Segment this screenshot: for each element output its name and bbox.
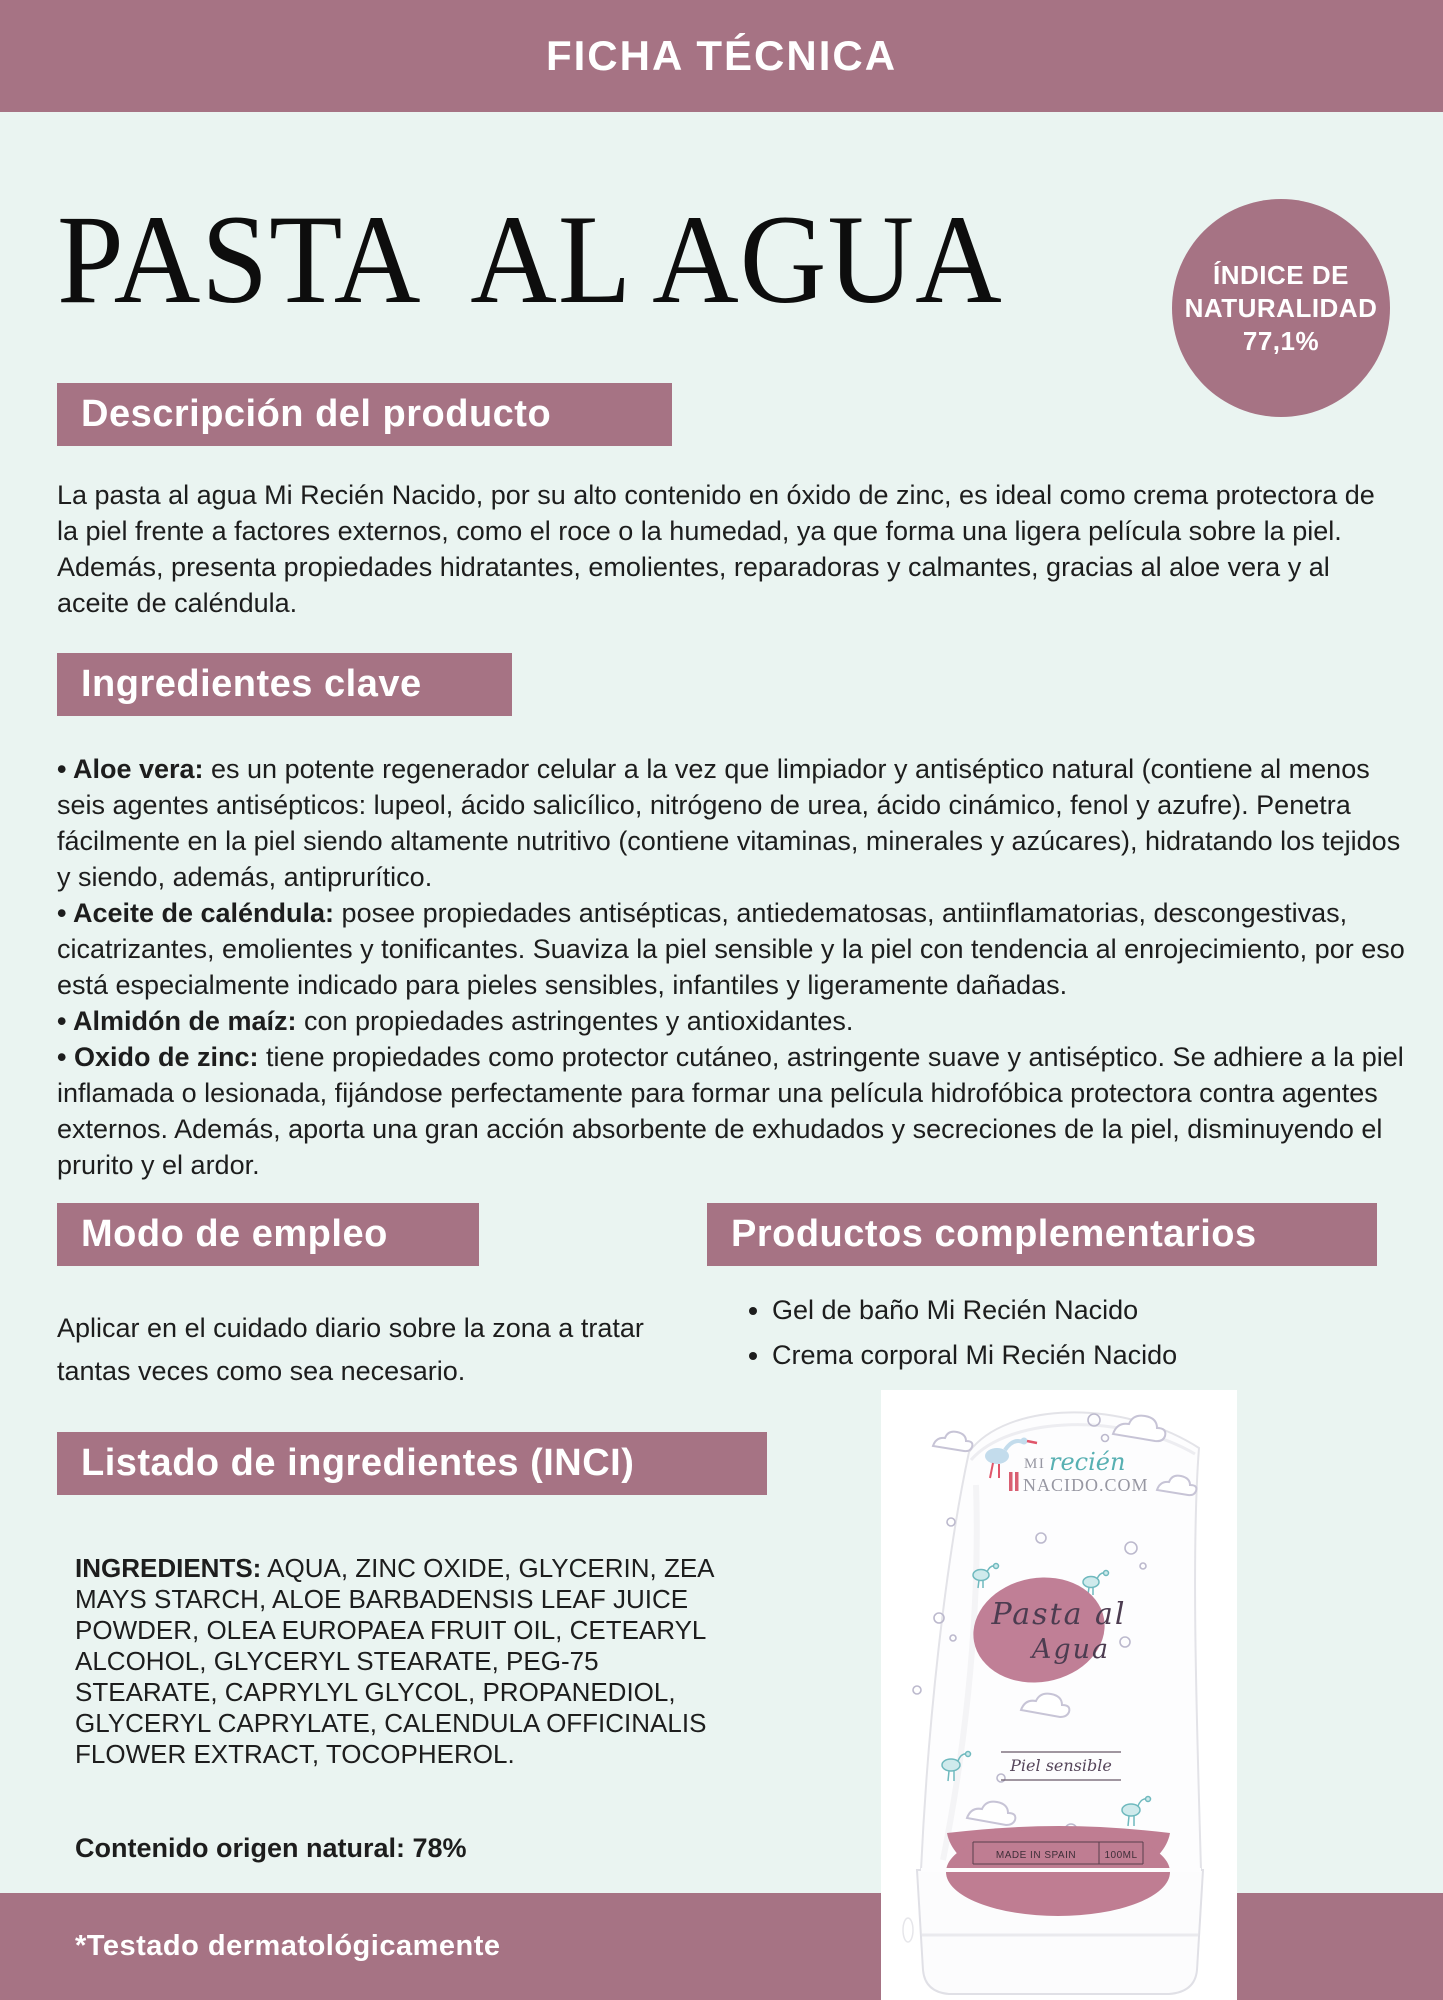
section-heading-inci: Listado de ingredientes (INCI) <box>57 1432 767 1495</box>
brand-recien-text: recién <box>1049 1448 1126 1476</box>
key-ingredient-text: con propiedades astringentes y antioxidantes. <box>296 1006 854 1036</box>
header-band <box>0 0 1443 112</box>
natural-content-line: Contenido origen natural: 78% <box>75 1833 467 1863</box>
inci-paragraph <box>75 1553 730 1770</box>
section-heading-description: Descripción del producto <box>57 383 672 446</box>
badge-line-2: NATURALIDAD <box>1184 292 1378 323</box>
made-in-text: MADE IN SPAIN <box>995 1850 1077 1861</box>
logo-mark <box>1015 1472 1019 1491</box>
key-ingredient-text: tiene propiedades como protector cutáneo, astringente suave y antiséptico. Se adhiere a la piel inflamada o lesionada, fijándose perfectamente para formar una película hidrofóbica protectora contra agentes externos. Además, aporta una gran acción absorbente de exhudados y secreciones de la piel, disminuyendo el prurito y el ardor. <box>57 1042 1404 1180</box>
page-title: FICHA TÉCNICA <box>545 32 898 79</box>
complementary-product-item: • Crema corporal Mi Recién Nacido <box>772 1333 1177 1378</box>
key-ingredient-item <box>57 751 1407 895</box>
complementary-product-item: • Gel de baño Mi Recién Nacido <box>772 1288 1177 1333</box>
inci-label: INGREDIENTS: <box>75 1553 262 1583</box>
key-ingredient-item <box>57 1039 1407 1183</box>
brand-mi-text: MI <box>1024 1456 1046 1472</box>
key-ingredient-item <box>57 895 1407 1003</box>
key-ingredient-term: Aceite de caléndula: <box>72 898 335 928</box>
usage-paragraph: Aplicar en el cuidado diario sobre la zona a tratar tantas veces como sea necesario. <box>57 1313 644 1386</box>
skin-type-text: Piel sensible <box>1010 1756 1112 1775</box>
naturalness-badge <box>1172 199 1390 417</box>
section-heading-usage: Modo de empleo <box>57 1203 479 1266</box>
complementary-products-list <box>740 1288 1177 1378</box>
description-paragraph: La pasta al agua Mi Recién Nacido, por su alto contenido en óxido de zinc, es ideal como crema protectora de la piel frente a factores externos, como el roce o la humedad, ya que forma una ligera película sobre la piel. Además, presenta propiedades hidratantes, emolientes, reparadoras y calmantes, gracias al aloe vera y al aceite de caléndula. <box>57 480 1375 618</box>
volume-text: 100ML <box>1104 1850 1138 1861</box>
section-heading-complementary: Productos complementarios <box>707 1203 1377 1266</box>
badge-line-1: ÍNDICE DE <box>1213 259 1349 290</box>
logo-mark <box>1009 1472 1013 1491</box>
key-ingredient-term: Oxido de zinc: <box>73 1042 259 1072</box>
tube-name-line1: Pasta al <box>991 1597 1127 1632</box>
brand-nacido-text: NACIDO.COM <box>1023 1475 1149 1495</box>
section-heading-key-ingredients: Ingredientes clave <box>57 653 512 716</box>
key-ingredients-list <box>57 751 1407 1183</box>
product-photo <box>881 1390 1237 2000</box>
footer-note: *Testado dermatológicamente <box>75 1930 501 1962</box>
key-ingredients-block <box>57 751 1407 1183</box>
tube-name-line2: Agua <box>1031 1634 1111 1665</box>
cap-hinge-notch <box>903 1918 913 1942</box>
inci-ingredients-text: AQUA, ZINC OXIDE, GLYCERIN, ZEA MAYS STARCH, ALOE BARBADENSIS LEAF JUICE POWDER, OLEA EUROPAEA FRUIT OIL, CETEARYL ALCOHOL, GLYCERYL STEARATE, PEG-75 STEARATE, CAPRYLYL GLYCOL, PROPANEDIOL, GLYCERYL CAPRYLATE, CALENDULA OFFICINALIS FLOWER EXTRACT, TOCOPHEROL. <box>75 1553 714 1769</box>
key-ingredient-text: es un potente regenerador celular a la vez que limpiador y antiséptico natural (contiene al menos seis agentes antisépticos: lupeol, ácido salicílico, nitrógeno de urea, ácido cinámico, fenol y azufre). Penetra fácilmente en la piel siendo altamente nutritivo (contiene vitaminas, minerales y azúcares), hidratando los tejidos y siendo, además, antiprurítico. <box>57 754 1401 892</box>
key-ingredient-text: posee propiedades antisépticas, antiedematosas, antiinflamatorias, descongestivas, cicatrizantes, emolientes y tonificantes. Suaviza la piel sensible y la piel con tendencia al enrojecimiento, por eso está especialmente indicado para pieles sensibles, infantiles y ligeramente dañadas. <box>57 898 1405 1000</box>
product-name-title: PASTA AL AGUA <box>57 188 1003 330</box>
badge-value: 77,1% <box>1242 325 1320 356</box>
key-ingredient-term: Aloe vera: <box>72 754 204 784</box>
key-ingredient-term: Almidón de maíz: <box>72 1006 297 1036</box>
key-ingredient-item <box>57 1003 1407 1039</box>
